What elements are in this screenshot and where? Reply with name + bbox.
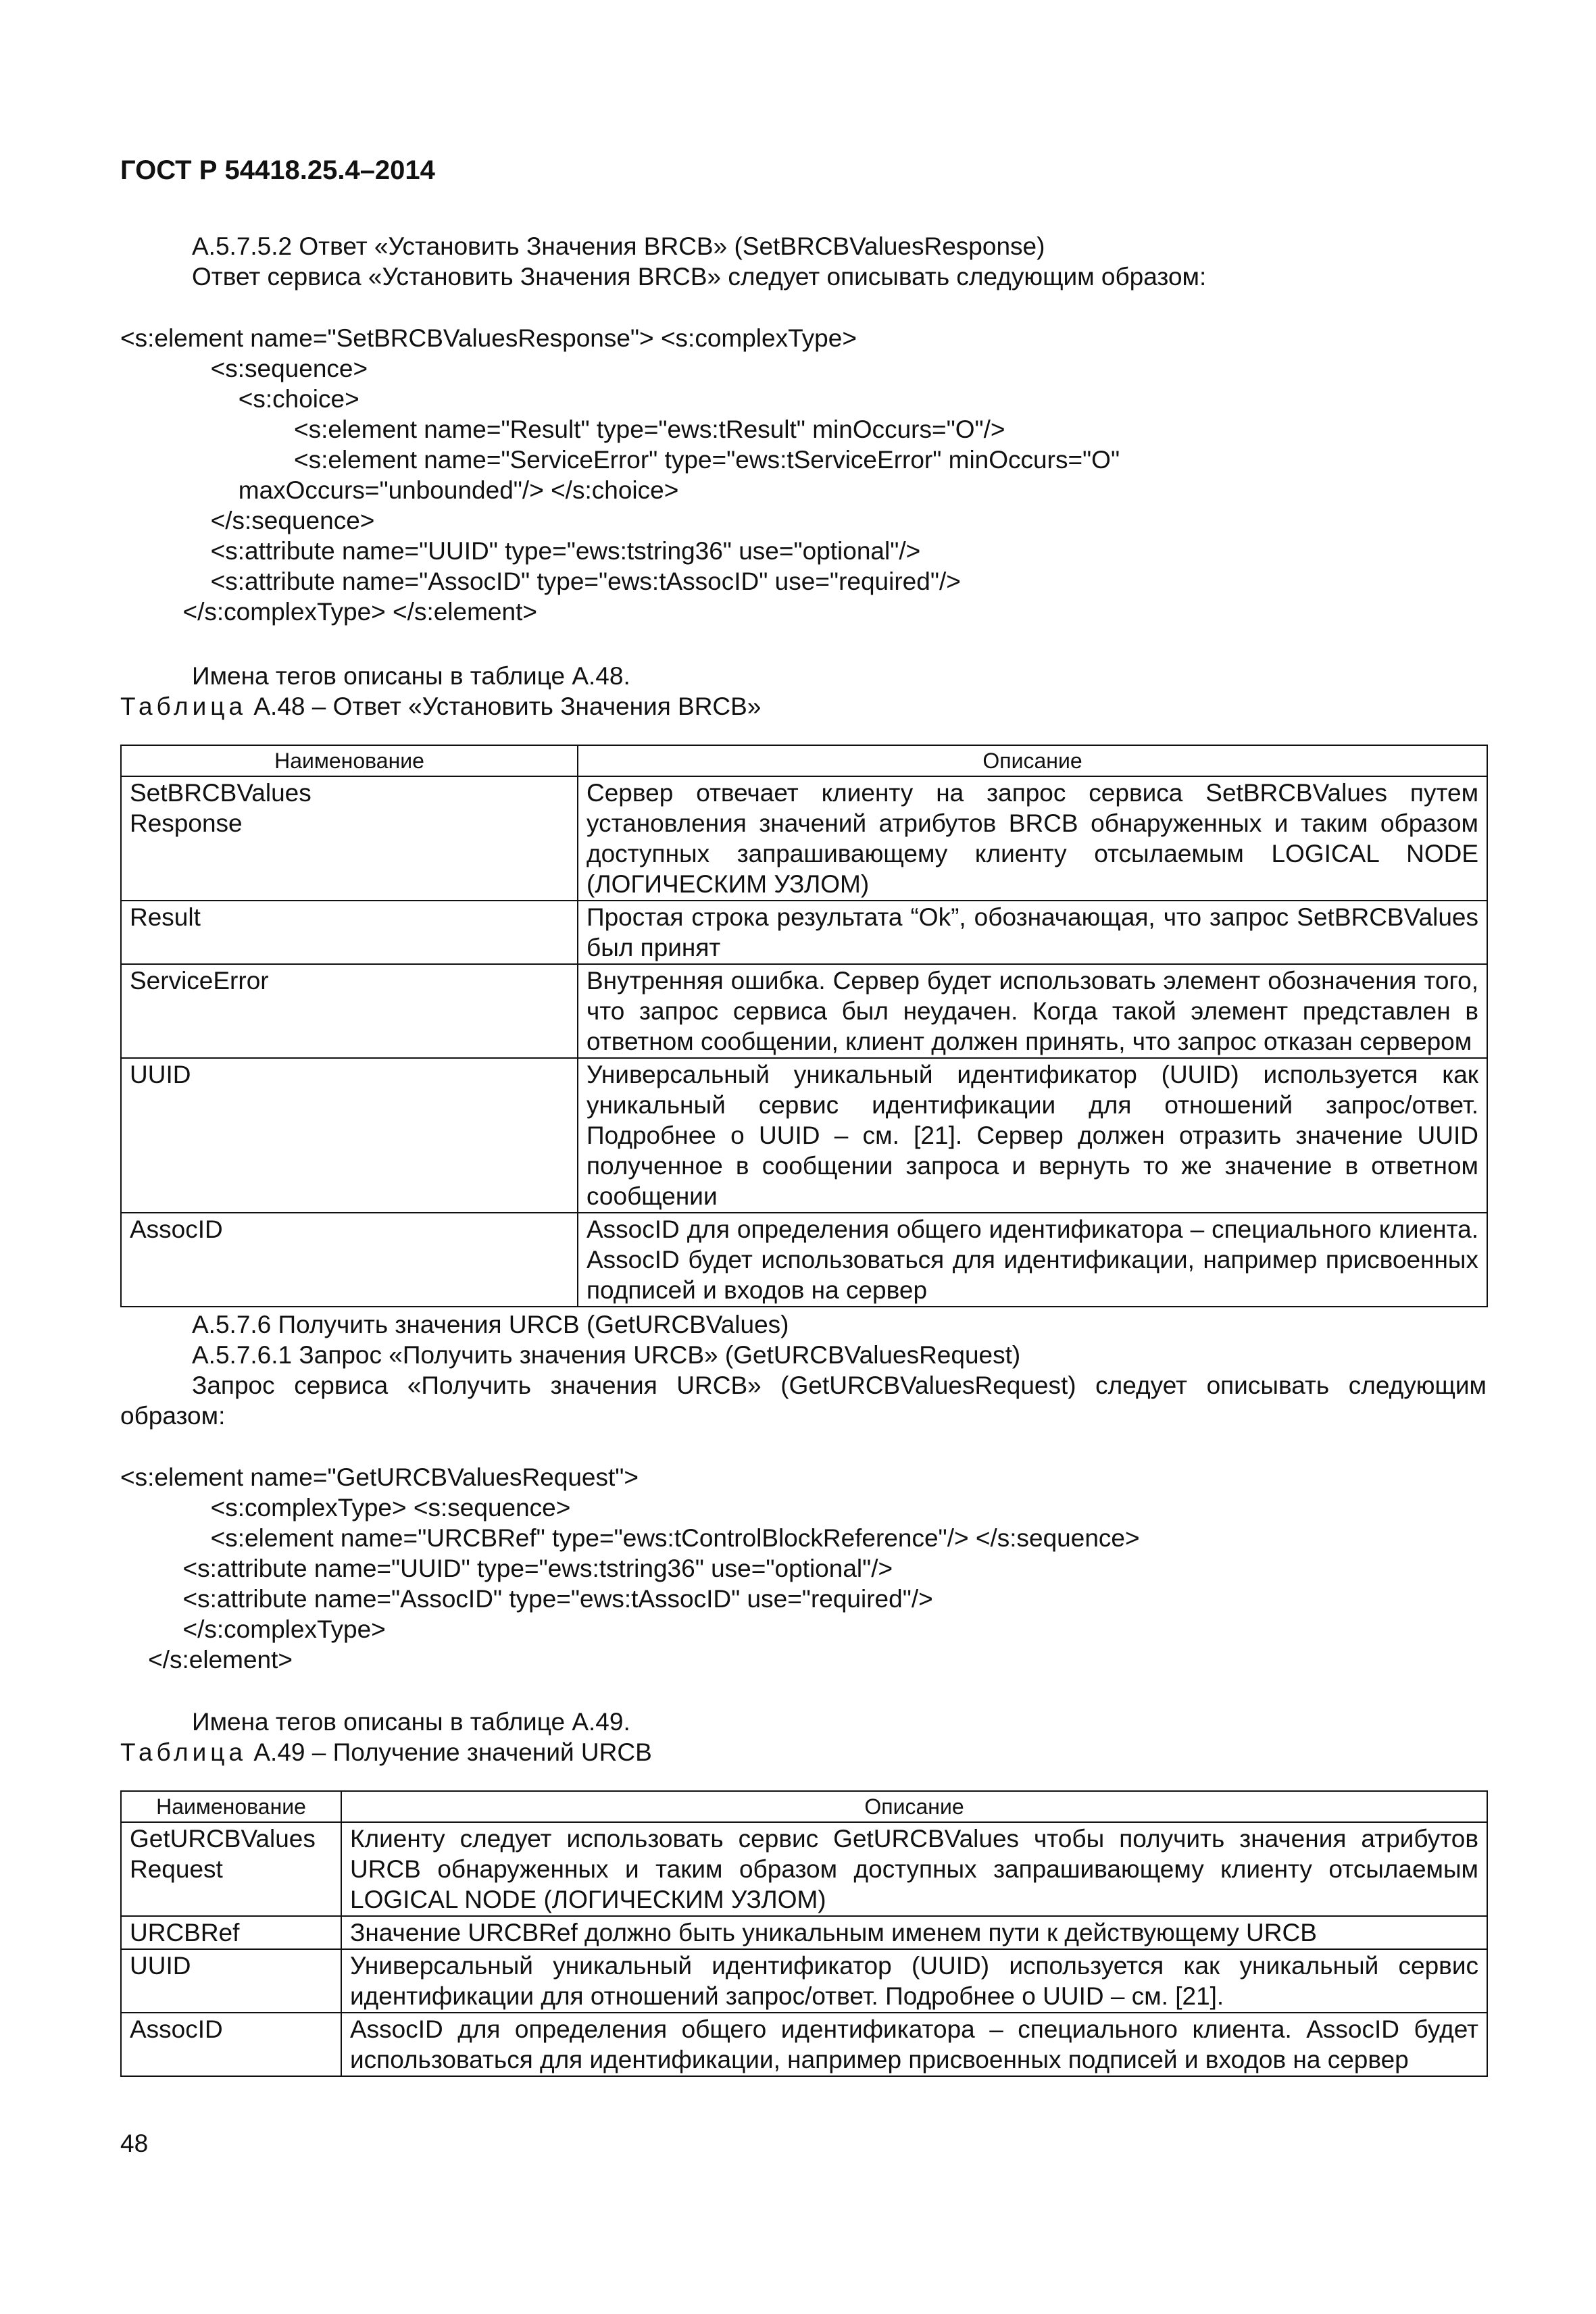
section-intro: Ответ сервиса «Установить Значения BRCB» следует описывать следующим образом: — [192, 263, 1207, 291]
column-header-description: Описание — [578, 745, 1487, 776]
cell-name: Result — [121, 901, 578, 964]
table-row — [121, 964, 1487, 1058]
code-line: <s:attribute name="AssocID" type="ews:tAssocID" use="required"/> — [120, 1585, 933, 1613]
table-caption — [120, 1737, 1487, 1767]
table-note: Имена тегов описаны в таблице А.49. — [192, 1708, 630, 1736]
section-intro: Запрос сервиса «Получить значения URCB» (GetURCBValuesRequest) следует описывать следующим образом: — [120, 1372, 1487, 1430]
code-line: <s:element name="ServiceError" type="ews:tServiceError" minOccurs="O" — [120, 446, 1120, 474]
cell-name: URCBRef — [121, 1916, 341, 1949]
caption-prefix: Таблица — [120, 693, 247, 720]
table-caption — [120, 691, 1487, 722]
code-line: <s:element name="GetURCBValuesRequest"> — [120, 1463, 639, 1491]
table49-intro — [120, 1707, 1487, 1767]
caption-text: А.48 – Ответ «Установить Значения BRCB» — [247, 693, 762, 720]
section-heading: А.5.7.5.2 Ответ «Установить Значения BRCB» (SetBRCBValuesResponse) — [192, 232, 1045, 260]
cell-description: AssocID для определения общего идентификатора – специального клиента. AssocID будет использоваться для идентификации, например присвоенных подписей и входов на сервер — [341, 2013, 1487, 2076]
table-row — [121, 1058, 1487, 1213]
code-line: </s:complexType> — [120, 1615, 386, 1643]
cell-description: AssocID для определения общего идентификатора – специального клиента. AssocID будет использоваться для идентификации, например присвоенных подписей и входов на сервер — [578, 1213, 1487, 1307]
table-row — [121, 901, 1487, 964]
code-line: </s:complexType> </s:element> — [120, 598, 537, 626]
cell-description: Значение URCBRef должно быть уникальным именем пути к действующему URCB — [341, 1916, 1487, 1949]
section-geturcb-values — [120, 1309, 1487, 1431]
cell-description: Внутренняя ошибка. Сервер будет использовать элемент обозначения того, что запрос сервиса был неудачен. Когда такой элемент представлен в ответном сообщении, клиент должен принять, что запрос отказан сервером — [578, 964, 1487, 1058]
section-setbrcb-response — [120, 231, 1487, 292]
code-line: <s:attribute name="AssocID" type="ews:tAssocID" use="required"/> — [120, 568, 961, 595]
code-block-setbrcb — [120, 323, 1487, 627]
code-line: maxOccurs="unbounded"/> </s:choice> — [120, 476, 679, 504]
column-header-name: Наименование — [121, 745, 578, 776]
table-row — [121, 1949, 1487, 2013]
cell-description: Универсальный уникальный идентификатор (UUID) используется как уникальный сервис идентификации для отношений запрос/ответ. Подробнее о UUID – см. [21]. Сервер должен отразить значение UUID полученное в сообщении запроса и вернуть то же значение в ответном сообщении — [578, 1058, 1487, 1213]
section-heading: А.5.7.6 Получить значения URCB (GetURCBValues) — [192, 1311, 789, 1338]
cell-description: Клиенту следует использовать сервис GetURCBValues чтобы получить значения атрибутов URCB обнаруженных и таким образом доступных запрашивающему клиенту отсылаемым LOGICAL NODE (ЛОГИЧЕСКИМ УЗЛОМ) — [341, 1822, 1487, 1916]
table-49 — [120, 1790, 1487, 2077]
table48-intro — [120, 661, 1487, 722]
code-line: <s:complexType> <s:sequence> — [120, 1494, 571, 1521]
cell-name: ServiceError — [121, 964, 578, 1058]
caption-prefix: Таблица — [120, 1738, 247, 1766]
code-line: <s:attribute name="UUID" type="ews:tstring36" use="optional"/> — [120, 1555, 893, 1582]
cell-name: AssocID — [121, 2013, 341, 2076]
code-line: </s:element> — [120, 1646, 293, 1674]
code-line: <s:element name="Result" type="ews:tResult" minOccurs="O"/> — [120, 416, 1005, 443]
page-number: 48 — [120, 2130, 149, 2157]
code-line: <s:element name="SetBRCBValuesResponse"> <s:complexType> — [120, 324, 857, 352]
code-line: <s:sequence> — [120, 355, 368, 382]
cell-name: AssocID — [121, 1213, 578, 1307]
table-row — [121, 776, 1487, 901]
code-line: <s:choice> — [120, 385, 359, 413]
cell-description: Универсальный уникальный идентификатор (UUID) используется как уникальный сервис идентификации для отношений запрос/ответ. Подробнее о UUID – см. [21]. — [341, 1949, 1487, 2013]
cell-description: Простая строка результата “Ok”, обозначающая, что запрос SetBRCBValues был принят — [578, 901, 1487, 964]
cell-description: Сервер отвечает клиенту на запрос сервиса SetBRCBValues путем установления значений атрибутов BRCB обнаруженных и таким образом доступных запрашивающему клиенту отсылаемым LOGICAL NODE (ЛОГИЧЕСКИМ УЗЛОМ) — [578, 776, 1487, 901]
cell-name: GetURCBValues Request — [121, 1822, 341, 1916]
document-header: ГОСТ Р 54418.25.4–2014 — [120, 155, 435, 185]
code-line: </s:sequence> — [120, 507, 375, 534]
table-row — [121, 2013, 1487, 2076]
caption-text: А.49 – Получение значений URCB — [247, 1738, 652, 1766]
code-block-geturcb — [120, 1462, 1487, 1675]
column-header-name: Наименование — [121, 1791, 341, 1822]
table-note: Имена тегов описаны в таблице А.48. — [192, 662, 630, 690]
cell-name: UUID — [121, 1058, 578, 1213]
table-row — [121, 1916, 1487, 1949]
table-row — [121, 1822, 1487, 1916]
code-line: <s:element name="URCBRef" type="ews:tControlBlockReference"/> </s:sequence> — [120, 1524, 1140, 1552]
cell-name: UUID — [121, 1949, 341, 2013]
section-subheading: А.5.7.6.1 Запрос «Получить значения URCB» (GetURCBValuesRequest) — [192, 1341, 1021, 1369]
code-line: <s:attribute name="UUID" type="ews:tstring36" use="optional"/> — [120, 537, 921, 565]
column-header-description: Описание — [341, 1791, 1487, 1822]
table-48 — [120, 745, 1487, 1307]
cell-name: SetBRCBValues Response — [121, 776, 578, 901]
table-row — [121, 1213, 1487, 1307]
